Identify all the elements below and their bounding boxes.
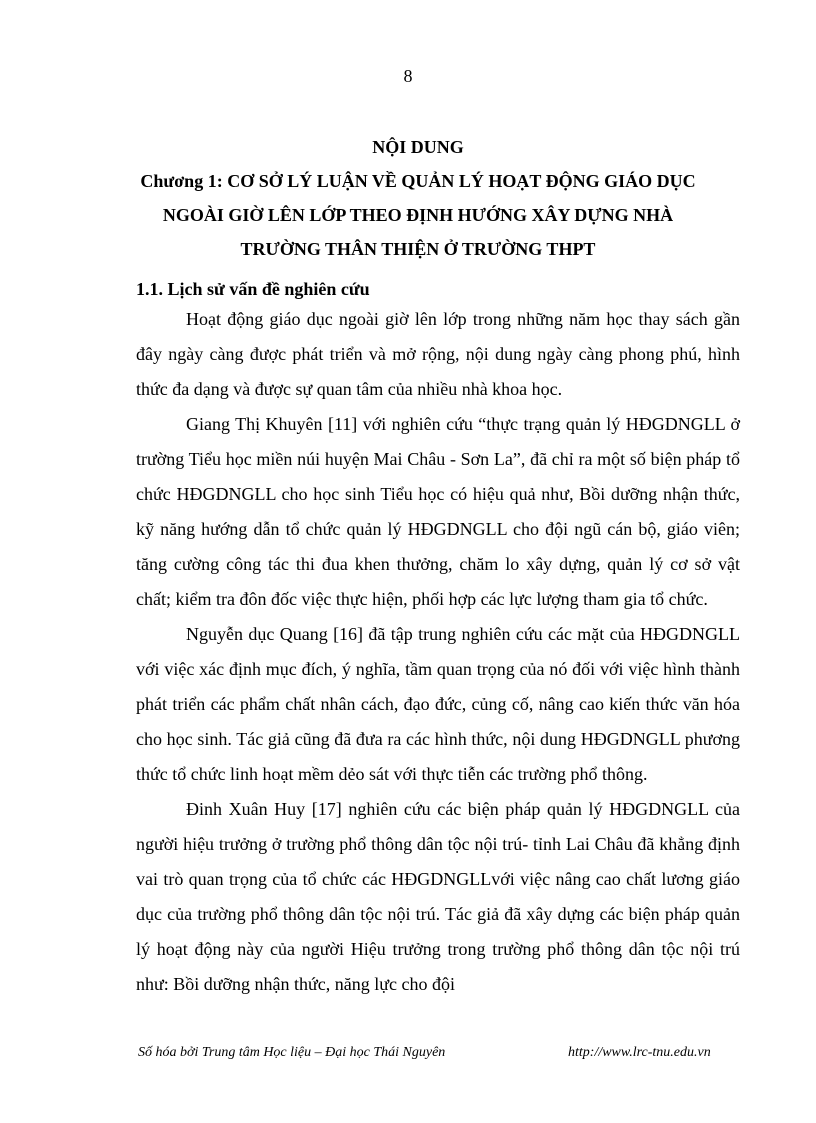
- paragraph: Đinh Xuân Huy [17] nghiên cứu các biện pháp quản lý HĐGDNGLL của người hiệu trưởng ở trường phổ thông dân tộc nội trú- tỉnh Lai Châu đã khẳng định vai trò quan trọng của tổ chức các HĐGDNGLLvới việc nâng cao chất lương giáo dục của trường phổ thông dân tộc nội trú. Tác giả đã xây dựng các biện pháp quản lý hoạt động này của người Hiệu trưởng trong trường phổ thông dân tộc nội trú như: Bồi dưỡng nhận thức, năng lực cho đội: [136, 799, 740, 994]
- page-number: 8: [403, 66, 413, 86]
- chapter-title-line-2: NGOÀI GIỜ LÊN LỚP THEO ĐỊNH HƯỚNG XÂY DỰNG NHÀ: [162, 205, 674, 225]
- paragraph: Nguyễn dục Quang [16] đã tập trung nghiên cứu các mặt của HĐGDNGLL với việc xác định mục đích, ý nghĩa, tầm quan trọng của nó đối với việc hình thành phát triển các phẩm chất nhân cách, đạo đức, củng cố, nâng cao kiến thức văn hóa cho học sinh. Tác giả cũng đã đưa ra các hình thức, nội dung HĐGDNGLL phương thức tổ chức linh hoạt mềm dẻo sát với thực tiễn các trường phổ thông.: [136, 624, 740, 784]
- footer-url: http://www.lrc-tnu.edu.vn: [568, 1045, 711, 1060]
- section-heading: NỘI DUNG: [372, 137, 464, 157]
- paragraph: Hoạt động giáo dục ngoài giờ lên lớp trong những năm học thay sách gần đây ngày càng được phát triển và mở rộng, nội dung ngày càng phong phú, hình thức đa dạng và được sự quan tâm của nhiều nhà khoa học.: [136, 309, 740, 399]
- subsection-title: 1.1. Lịch sử vấn đề nghiên cứu: [136, 279, 370, 299]
- chapter-title-line-3: TRƯỜNG THÂN THIỆN Ở TRƯỜNG THPT: [240, 239, 596, 259]
- chapter-heading: [110, 130, 726, 266]
- paragraph: Giang Thị Khuyên [11] với nghiên cứu “thực trạng quản lý HĐGDNGLL ở trường Tiểu học miền núi huyện Mai Châu - Sơn La”, đã chỉ ra một số biện pháp tổ chức HĐGDNGLL cho học sinh Tiểu học có hiệu quả như, Bồi dưỡng nhận thức, kỹ năng hướng dẫn tổ chức quản lý HĐGDNGLL cho đội ngũ cán bộ, giáo viên; tăng cường công tác thi đua khen thưởng, chăm lo xây dựng, quản lý cơ sở vật chất; kiểm tra đôn đốc việc thực hiện, phối hợp các lực lượng tham gia tổ chức.: [136, 414, 740, 609]
- body-text: [136, 302, 740, 1002]
- chapter-title-line-1: Chương 1: CƠ SỞ LÝ LUẬN VỀ QUẢN LÝ HOẠT ĐỘNG GIÁO DỤC: [140, 171, 696, 191]
- footer-source: Số hóa bởi Trung tâm Học liệu – Đại học Thái Nguyên: [138, 1045, 446, 1060]
